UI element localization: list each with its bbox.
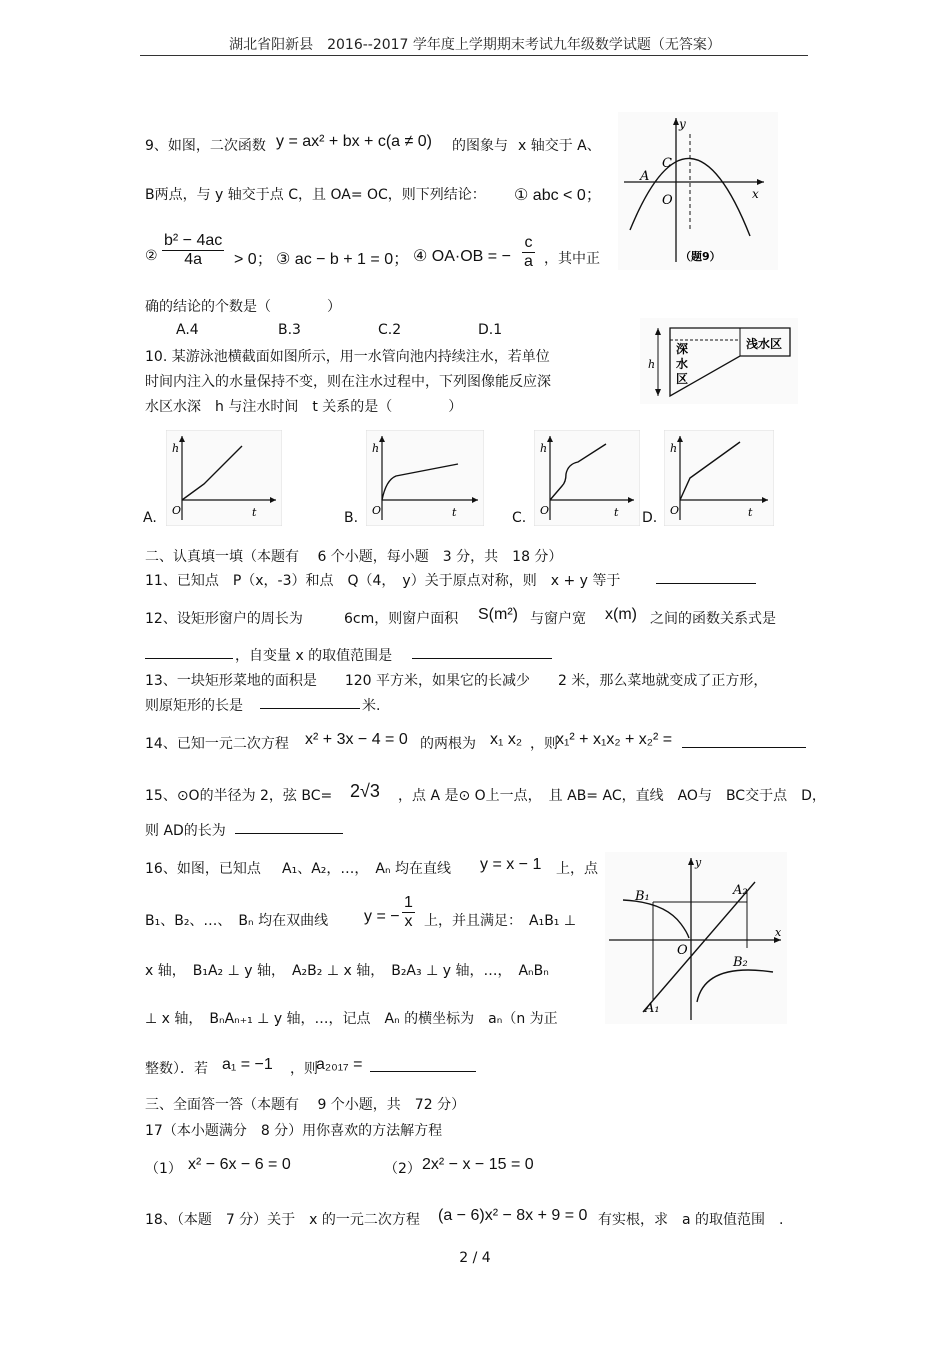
y-label: y <box>695 856 702 869</box>
q10-choice-d-label: D. <box>642 510 658 526</box>
q9-option-b: B.3 <box>278 322 301 338</box>
origin-label: O <box>372 504 382 517</box>
q10-pool-figure <box>640 318 798 404</box>
origin-label: O <box>670 504 680 517</box>
q12-text-d: 与窗户宽 <box>530 611 586 627</box>
q16-line-equation: y = x − 1 <box>480 856 542 873</box>
origin-label: O <box>662 193 673 208</box>
q12-text-b: 6cm，则窗户面积 <box>344 611 459 627</box>
q9-line2: B两点，与 y 轴交于点 C，且 OA= OC，则下列结论： <box>145 187 486 203</box>
q10-graph-a <box>166 430 282 526</box>
q9-conclusion-2-tail: > 0； <box>234 251 273 268</box>
section-2-heading: 二、认真填一填（本题有 6 个小题，每小题 3 分，共 18 分） <box>145 549 563 565</box>
q10-line2: 时间内注入的水量保持不变，则在注水过程中，下列图像能反应深 <box>145 374 551 390</box>
t-axis-label: t <box>748 506 753 519</box>
q16-answer-blank <box>370 1057 476 1072</box>
q10-graph-c <box>534 430 640 526</box>
q13-answer-blank <box>260 694 360 709</box>
q16-hyperbola-fraction <box>402 894 415 931</box>
q9-intro: 9、如图，二次函数 <box>145 138 266 154</box>
q16-a1-value: a₁ = −1 <box>222 1056 273 1073</box>
h-axis-label: h <box>172 442 180 455</box>
deep-zone-label-1: 深 <box>676 342 689 356</box>
fraction-denominator: x <box>404 913 413 930</box>
q9-conclusion-1: ① abc < 0； <box>514 187 602 204</box>
q9-conclusion-2-fraction <box>162 232 224 269</box>
x-label: x <box>752 187 759 201</box>
point-a-label: A <box>640 169 650 184</box>
q16-line1-a: 16、如图，已知点 <box>145 861 261 877</box>
q17-part-1-label: （1） <box>145 1161 182 1177</box>
deep-zone-label-3: 区 <box>676 372 689 386</box>
q13-line2: 则原矩形的长是 <box>145 698 243 714</box>
t-axis-label: t <box>614 506 619 519</box>
q9-option-c: C.2 <box>378 322 402 338</box>
shallow-zone-label: 浅水区 <box>746 337 783 351</box>
origin-label: O <box>540 504 550 517</box>
page-number: 2 / 4 <box>459 1250 491 1266</box>
q14-expression: x₁² + x₁x₂ + x₂² = <box>556 731 673 748</box>
q16-line5-b: ，则 <box>290 1061 318 1077</box>
q18-text-b: 有实根，求 a 的取值范围 . <box>598 1212 784 1228</box>
q9-conclusion-4: ④ OA·OB = − <box>413 248 511 265</box>
q18-equation: (a − 6)x² − 8x + 9 = 0 <box>438 1207 588 1224</box>
q13-line1: 13、一块矩形菜地的面积是 120 平方米，如果它的长减少 2 米，那么菜地就变成了正方形， <box>145 673 768 689</box>
q10-line3: 水区水深 h 与注水时间 t 关系的是（ ） <box>145 399 463 415</box>
q12-area-symbol: S(m²) <box>478 606 518 623</box>
t-axis-label: t <box>252 506 257 519</box>
point-a1-label: A₁ <box>645 1001 660 1016</box>
origin-label: O <box>677 943 688 958</box>
q9-conclusion-4-tail: ，其中正 <box>544 251 600 267</box>
q10-graph-b <box>366 430 484 526</box>
q16-line1-c: 上，点 <box>556 861 598 877</box>
q12-range-blank <box>412 644 552 659</box>
q14-roots: x₁ x₂ <box>490 731 523 748</box>
h-axis-label: h <box>670 442 678 455</box>
q9-conclusion-3: ③ ac − b + 1 = 0； <box>276 251 410 268</box>
q14-text-c: ，则 <box>530 736 558 752</box>
q16-line5-a: 整数）．若 <box>145 1061 208 1077</box>
q16-line1-b: A₁、A₂，…， Aₙ 均在直线 <box>282 861 451 877</box>
q16-line4: ⊥ x 轴， BₙAₙ₊₁ ⊥ y 轴，…，记点 Aₙ 的横坐标为 aₙ（n 为正 <box>145 1011 558 1027</box>
q18-text-a: 18、（本题 7 分）关于 x 的一元二次方程 <box>145 1212 420 1228</box>
q14-answer-blank <box>682 733 806 748</box>
fraction-numerator: b² − 4ac <box>164 232 223 249</box>
q10-choice-c-label: C. <box>512 510 527 526</box>
q17-part-1-equation: x² − 6x − 6 = 0 <box>188 1156 291 1173</box>
fraction-denominator: 4a <box>184 251 203 268</box>
q12-text-a: 12、设矩形窗户的周长为 <box>145 611 303 627</box>
fraction-numerator: c <box>522 234 535 253</box>
q12-function-blank <box>145 644 233 659</box>
q9-option-d: D.1 <box>478 322 503 338</box>
q16-line2-a: B₁、B₂、…、 Bₙ 均在双曲线 <box>145 913 329 929</box>
q15-chord-length: 2√3 <box>350 781 380 801</box>
section-3-heading: 三、全面答一答（本题有 9 个小题，共 72 分） <box>145 1097 466 1113</box>
deep-zone-label-2: 水 <box>676 357 689 371</box>
q17-part-2-label: （2） <box>384 1161 421 1177</box>
q10-choice-b-label: B. <box>344 510 359 526</box>
q16-line2-c: 上，并且满足： A₁B₁ ⊥ <box>424 913 577 929</box>
q12-width-symbol: x(m) <box>605 606 637 623</box>
q10-choice-a-label: A. <box>143 510 157 526</box>
q9-parabola-figure <box>618 112 778 270</box>
fraction-denominator: a <box>524 253 533 270</box>
header-rule <box>140 55 808 56</box>
t-axis-label: t <box>452 506 457 519</box>
q16-a2017: a₂₀₁₇ = <box>316 1056 363 1073</box>
q17-part-2-equation: 2x² − x − 15 = 0 <box>422 1156 534 1173</box>
q14-equation: x² + 3x − 4 = 0 <box>305 731 408 748</box>
q12-text-g: ，自变量 x 的取值范围是 <box>235 648 393 664</box>
q9-conclusion-4-fraction <box>522 234 535 271</box>
x-label: x <box>775 926 782 939</box>
q11-answer-blank <box>656 569 756 584</box>
point-c-label: C <box>662 156 672 171</box>
q15-answer-blank <box>235 819 343 834</box>
q9-equation: y = ax² + bx + c(a ≠ 0) <box>276 133 432 150</box>
point-b1-label: B₁ <box>635 889 650 904</box>
q16-figure <box>605 852 787 1024</box>
q10-graph-d <box>664 430 774 526</box>
figure-caption: （题9） <box>680 250 721 263</box>
point-a2-label: A₂ <box>733 883 748 898</box>
y-label: y <box>679 117 686 131</box>
q14-text-a: 14、已知一元二次方程 <box>145 736 289 752</box>
q9-conclusion-2-marker: ② <box>145 248 158 264</box>
q17-text: 17（本小题满分 8 分）用你喜欢的方法解方程 <box>145 1123 443 1139</box>
q9-text-c: x 轴交于 A、 <box>518 138 601 154</box>
q13-unit: 米. <box>362 698 381 714</box>
q15-text-c: 则 AD的长为 <box>145 823 226 839</box>
q11-text: 11、已知点 P（x，-3）和点 Q（4， y）关于原点对称，则 x + y 等于 <box>145 573 621 589</box>
depth-label: h <box>648 358 656 371</box>
origin-label: O <box>172 504 182 517</box>
q15-text-b: ，点 A 是⊙ O上一点， 且 AB= AC，直线 AO与 BC交于点 D， <box>398 788 826 804</box>
q9-question: 确的结论的个数是（ ） <box>145 299 341 315</box>
h-axis-label: h <box>540 442 548 455</box>
fraction-numerator: 1 <box>404 894 413 911</box>
q16-line3: x 轴， B₁A₂ ⊥ y 轴， A₂B₂ ⊥ x 轴， B₂A₃ ⊥ y 轴，…， AₙBₙ <box>145 963 549 979</box>
page-header-title: 湖北省阳新县 2016--2017 学年度上学期期末考试九年级数学试题（无答案） <box>229 37 721 53</box>
q14-text-b: 的两根为 <box>420 736 476 752</box>
q9-text-b: 的图象与 <box>452 138 508 154</box>
q9-option-a: A.4 <box>176 322 199 338</box>
q12-text-f: 之间的函数关系式是 <box>650 611 776 627</box>
q15-text-a: 15、⊙O的半径为 2，弦 BC= <box>145 788 333 804</box>
q16-hyperbola-lead: y = − <box>364 908 400 925</box>
q10-line1: 10. 某游泳池横截面如图所示，用一水管向池内持续注水，若单位 <box>145 349 550 365</box>
h-axis-label: h <box>372 442 380 455</box>
point-b2-label: B₂ <box>733 955 748 970</box>
